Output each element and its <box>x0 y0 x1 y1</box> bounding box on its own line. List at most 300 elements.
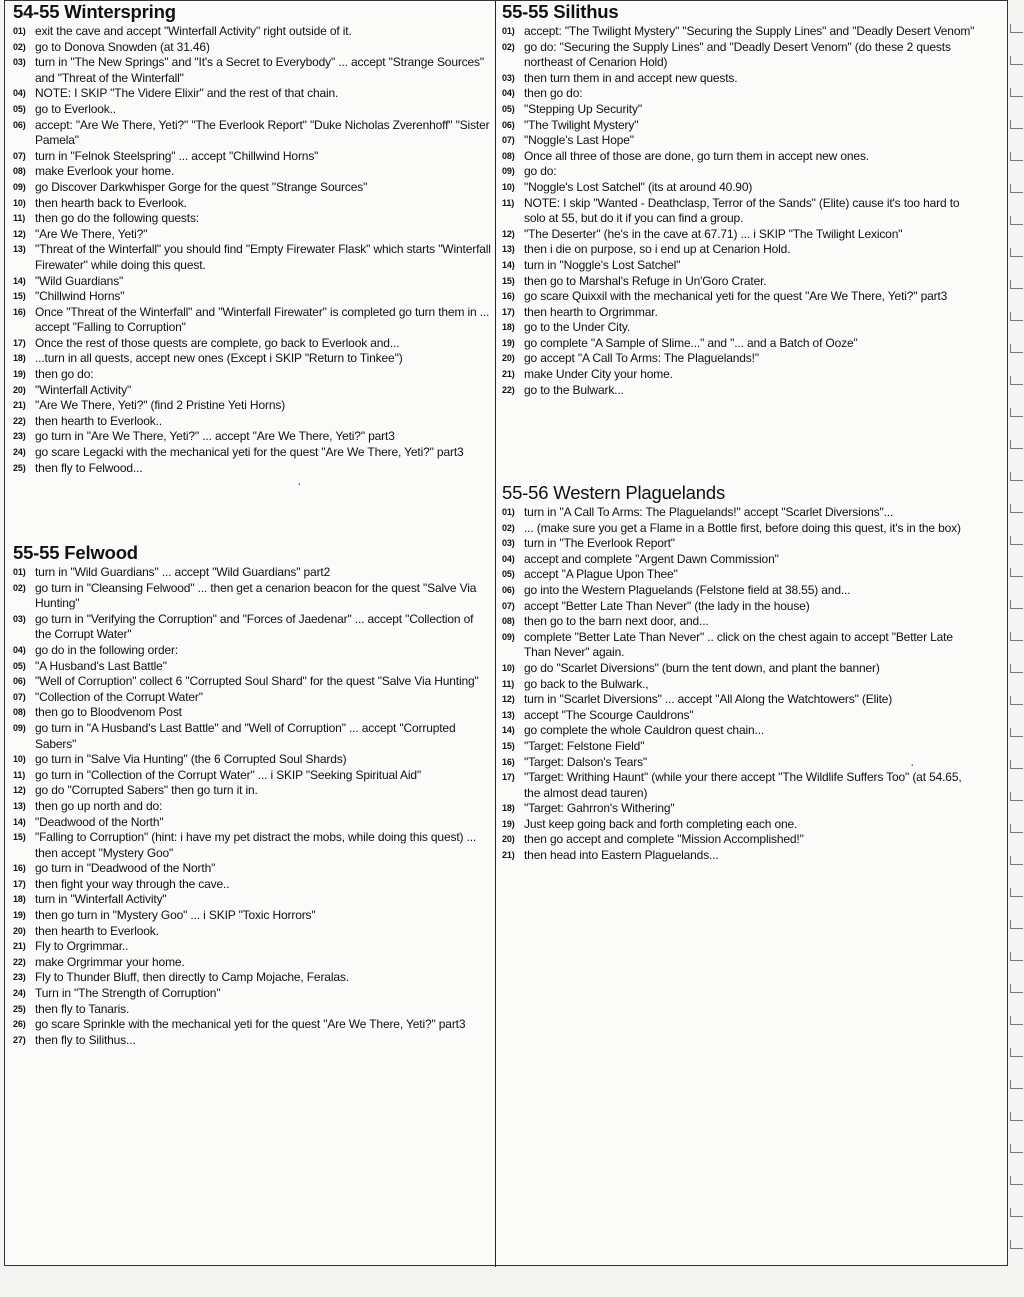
binder-tick <box>1010 1016 1023 1025</box>
step-item <box>13 211 491 227</box>
step-text: turn in "The New Springs" and "It's a Secret to Everybody" ... accept "Strange Sources" and "Threat of the Winterfall" <box>35 55 485 85</box>
step-number: 11) <box>13 213 26 224</box>
binder-tick <box>1010 1144 1023 1153</box>
step-text: "Target: Dalson's Tears" <box>524 754 648 769</box>
step-text: then go turn in "Mystery Goo" ... i SKIP "Toxic Horrors" <box>35 908 316 923</box>
step-text: go do: "Securing the Supply Lines" and "Deadly Desert Venom" (do these 2 quests northeast of Cenarion Hold) <box>524 39 951 70</box>
binder-tick <box>1010 152 1023 161</box>
step-number: 12) <box>502 694 515 705</box>
step-number: 13) <box>502 244 515 255</box>
step-item <box>13 799 491 815</box>
step-item <box>502 336 980 352</box>
binder-tick <box>1010 56 1023 65</box>
step-number: 25) <box>13 462 26 473</box>
binder-tick <box>1010 856 1023 865</box>
binder-tick <box>1010 664 1023 673</box>
step-item <box>502 848 980 864</box>
step-number: 05) <box>13 103 26 114</box>
step-number: 01) <box>502 507 515 517</box>
step-list <box>502 24 980 398</box>
step-number: 03) <box>13 613 26 624</box>
section-title <box>502 482 980 504</box>
step-text: then go to Bloodvenom Post <box>35 705 182 720</box>
guide-page <box>4 0 1008 1266</box>
binder-tick <box>1010 24 1023 33</box>
section-title <box>502 1 980 23</box>
binder-tick <box>1010 120 1023 129</box>
step-text: go do "Scarlet Diversions" (burn the tent down, and plant the banner) <box>524 660 880 675</box>
step-number: 24) <box>13 447 26 458</box>
step-item <box>13 445 491 461</box>
step-item <box>502 367 980 383</box>
step-text: "Are We There, Yeti?" (find 2 Pristine Yeti Horns) <box>35 398 286 413</box>
step-item <box>502 739 980 755</box>
step-text: "Target: Writhing Haunt" (while your there accept "The Wildlife Suffers Too" (at 54.65, the almost dead tauren) <box>524 770 962 800</box>
binder-tick <box>1010 1080 1023 1089</box>
step-item <box>502 536 980 552</box>
step-number: 18) <box>502 803 515 814</box>
step-item <box>13 908 491 924</box>
step-number: 18) <box>13 353 26 364</box>
step-item <box>13 830 491 861</box>
step-text: NOTE: I skip "Wanted - Deathclasp, Terror of the Sands" (Elite) cause it's too hard to solo at 55, but do it if you can find a group. <box>524 195 960 226</box>
step-item <box>502 351 980 367</box>
step-text: go scare Sprinkle with the mechanical yeti for the quest "Are We There, Yeti?" part3 <box>35 1017 466 1032</box>
step-number: 04) <box>502 553 515 564</box>
step-number: 10) <box>13 197 26 208</box>
binder-edge <box>1010 0 1024 1266</box>
step-number: 22) <box>13 415 26 426</box>
step-number: 06) <box>502 584 515 595</box>
step-item <box>13 565 491 581</box>
step-item <box>502 133 980 149</box>
step-number: 11) <box>502 678 515 689</box>
step-item <box>502 770 980 801</box>
step-number: 15) <box>502 275 515 286</box>
step-number: 14) <box>13 816 26 827</box>
binder-tick <box>1010 1208 1023 1217</box>
step-text: Just keep going back and forth completing each one. <box>524 816 798 831</box>
binder-tick <box>1010 504 1023 513</box>
step-number: 04) <box>13 88 26 99</box>
binder-tick <box>1010 312 1023 321</box>
step-number: 25) <box>13 1003 26 1014</box>
step-number: 15) <box>502 740 515 751</box>
step-item <box>13 180 491 196</box>
step-number: 23) <box>13 972 26 983</box>
step-text: ...turn in all quests, accept new ones (Except i SKIP "Return to Tinkee") <box>35 351 403 366</box>
step-number: 08) <box>13 707 26 718</box>
binder-tick <box>1010 280 1023 289</box>
binder-tick <box>1010 824 1023 833</box>
step-number: 10) <box>502 181 515 192</box>
step-item <box>13 705 491 721</box>
step-item <box>13 1002 491 1018</box>
step-number: 03) <box>502 72 515 83</box>
step-item <box>13 861 491 877</box>
section-felwood <box>13 542 491 1048</box>
step-item <box>13 367 491 383</box>
step-number: 09) <box>13 181 26 192</box>
step-item <box>13 461 491 477</box>
step-text: Turn in "The Strength of Corruption" <box>35 986 221 1001</box>
binder-tick <box>1010 888 1023 897</box>
step-text: "Wild Guardians" <box>35 273 124 288</box>
step-text: go to the Under City. <box>524 320 631 335</box>
step-text: go turn in "Collection of the Corrupt Water" ... i SKIP "Seeking Spiritual Aid" <box>35 767 422 782</box>
step-item <box>13 289 491 305</box>
step-item <box>502 630 980 661</box>
step-item <box>502 24 980 40</box>
step-text: then head into Eastern Plaguelands... <box>524 848 719 863</box>
step-number: 23) <box>13 431 26 442</box>
step-number: 12) <box>13 785 26 796</box>
step-number: 05) <box>13 660 26 671</box>
step-number: 06) <box>502 119 515 130</box>
step-number: 01) <box>13 567 26 577</box>
step-number: 18) <box>502 322 515 333</box>
step-number: 17) <box>502 772 515 783</box>
step-number: 03) <box>502 538 515 549</box>
section-level: 55-55 <box>13 542 60 563</box>
step-text: then hearth to Everlook. <box>35 923 159 938</box>
step-number: 12) <box>13 228 26 239</box>
section-zone: Winterspring <box>64 1 176 22</box>
binder-tick <box>1010 952 1023 961</box>
scan-speck: · <box>297 475 302 491</box>
step-item <box>502 708 980 724</box>
step-number: 16) <box>502 291 515 302</box>
step-item <box>502 320 980 336</box>
step-number: 12) <box>502 228 515 239</box>
step-item <box>502 149 980 165</box>
step-text: "The Twilight Mystery" <box>524 117 639 132</box>
step-item <box>502 242 980 258</box>
step-item <box>502 305 980 321</box>
step-text: "Chillwind Horns" <box>35 289 125 304</box>
binder-tick <box>1010 88 1023 97</box>
step-item <box>502 755 980 771</box>
step-item <box>13 383 491 399</box>
binder-tick <box>1010 920 1023 929</box>
step-text: Once the rest of those quests are complete, go back to Everlook and... <box>35 335 400 350</box>
step-item <box>502 552 980 568</box>
binder-tick <box>1010 760 1023 769</box>
step-item <box>13 242 491 273</box>
scan-speck: · <box>910 756 915 772</box>
step-number: 11) <box>13 769 26 780</box>
step-item <box>502 505 980 521</box>
step-item <box>13 305 491 336</box>
step-number: 19) <box>502 337 515 348</box>
step-item <box>502 274 980 290</box>
step-number: 14) <box>502 725 515 736</box>
step-text: turn in "Scarlet Diversions" ... accept "All Along the Watchtowers" (Elite) <box>524 692 893 707</box>
step-item <box>502 692 980 708</box>
step-number: 17) <box>13 878 26 889</box>
step-number: 07) <box>13 691 26 702</box>
binder-tick <box>1010 600 1023 609</box>
section-title <box>13 542 491 564</box>
step-number: 19) <box>502 818 515 829</box>
step-number: 06) <box>13 119 26 130</box>
step-text: turn in "A Call To Arms: The Plaguelands!" accept "Scarlet Diversions"... <box>524 505 894 519</box>
step-text: Once "Threat of the Winterfall" and "Winterfall Firewater" is completed go turn them in ... accept "Falling to Corruption" <box>35 304 490 335</box>
step-number: 08) <box>502 150 515 161</box>
step-text: "Noggle's Lost Satchel" (its at around 40.90) <box>524 179 753 194</box>
step-item <box>13 351 491 367</box>
step-number: 09) <box>13 722 26 733</box>
step-number: 21) <box>13 400 26 411</box>
step-item <box>502 521 980 537</box>
step-text: go do: <box>524 164 557 179</box>
binder-tick <box>1010 1112 1023 1121</box>
step-text: then i die on purpose, so i end up at Cenarion Hold. <box>524 242 791 257</box>
step-text: accept: "Are We There, Yeti?" "The Everlook Report" "Duke Nicholas Zverenhoff" "Sister Pamela" <box>35 117 490 148</box>
step-item <box>13 1017 491 1033</box>
step-text: then go accept and complete "Mission Accomplished!" <box>524 832 804 847</box>
binder-tick <box>1010 376 1023 385</box>
step-text: go accept "A Call To Arms: The Plaguelands!" <box>524 351 759 366</box>
binder-tick <box>1010 216 1023 225</box>
step-item <box>13 86 491 102</box>
step-item <box>502 227 980 243</box>
step-number: 02) <box>13 41 26 52</box>
step-item <box>502 164 980 180</box>
step-number: 03) <box>13 57 26 68</box>
step-text: "Winterfall Activity" <box>35 382 132 397</box>
step-number: 20) <box>13 384 26 395</box>
step-text: "Threat of the Winterfall" you should find "Empty Firewater Flask" which starts "Winterfall Firewater" while doing this quest. <box>35 242 491 272</box>
step-text: go Discover Darkwhisper Gorge for the quest "Strange Sources" <box>35 179 368 194</box>
binder-tick <box>1010 568 1023 577</box>
section-winterspring <box>13 1 491 476</box>
step-text: accept "Better Late Than Never" (the lady in the house) <box>524 598 810 613</box>
step-number: 08) <box>13 166 26 177</box>
step-text: go to Everlook.. <box>35 101 116 116</box>
step-number: 13) <box>502 709 515 720</box>
step-text: "Well of Corruption" collect 6 "Corrupted Soul Shard" for the quest "Salve Via Hunting" <box>35 674 479 689</box>
step-text: turn in "Felnok Steelspring" ... accept "Chillwind Horns" <box>35 148 319 163</box>
step-text: "Target: Gahrron's Withering" <box>524 801 675 816</box>
binder-tick <box>1010 1048 1023 1057</box>
step-item <box>502 614 980 630</box>
step-text: then go up north and do: <box>35 798 163 813</box>
step-text: "Stepping Up Security" <box>524 101 642 116</box>
step-item <box>13 752 491 768</box>
step-text: go complete the whole Cauldron quest chain... <box>524 723 765 738</box>
binder-tick <box>1010 472 1023 481</box>
step-number: 24) <box>13 988 26 999</box>
step-text: turn in "Winterfall Activity" <box>35 892 167 907</box>
step-item <box>13 55 491 86</box>
step-text: go complete "A Sample of Slime..." and "... and a Batch of Ooze" <box>524 335 858 350</box>
binder-tick <box>1010 728 1023 737</box>
binder-tick <box>1010 1176 1023 1185</box>
step-text: go turn in "Deadwood of the North" <box>35 861 216 876</box>
step-number: 08) <box>502 616 515 627</box>
step-text: accept: "The Twilight Mystery" "Securing the Supply Lines" and "Deadly Desert Venom" <box>524 24 975 38</box>
step-text: turn in "Noggle's Lost Satchel" <box>524 257 681 272</box>
step-item <box>13 581 491 612</box>
binder-tick <box>1010 792 1023 801</box>
step-text: Once all three of those are done, go turn them in accept new ones. <box>524 148 869 163</box>
step-text: go turn in "A Husband's Last Battle" and "Well of Corruption" ... accept "Corrupted Sabers" <box>35 720 456 751</box>
step-number: 13) <box>13 244 26 255</box>
step-number: 16) <box>13 863 26 874</box>
step-number: 21) <box>13 941 26 952</box>
step-number: 09) <box>502 166 515 177</box>
step-item <box>13 955 491 971</box>
step-item <box>13 659 491 675</box>
step-item <box>502 801 980 817</box>
step-text: ... (make sure you get a Flame in a Bottle first, before doing this quest, it's in the box) <box>524 520 961 535</box>
step-number: 19) <box>13 369 26 380</box>
step-text: then fly to Tanaris. <box>35 1001 130 1016</box>
section-silithus <box>502 1 980 398</box>
step-text: turn in "Wild Guardians" ... accept "Wild Guardians" part2 <box>35 565 331 579</box>
step-item <box>13 783 491 799</box>
step-number: 21) <box>502 850 515 861</box>
step-item <box>13 674 491 690</box>
step-item <box>13 40 491 56</box>
step-item <box>502 599 980 615</box>
step-item <box>502 86 980 102</box>
step-item <box>13 118 491 149</box>
binder-tick <box>1010 536 1023 545</box>
step-text: accept "A Plague Upon Thee" <box>524 567 678 582</box>
section-zone: Felwood <box>64 542 138 563</box>
step-text: go scare Quixxil with the mechanical yeti for the quest "Are We There, Yeti?" part3 <box>524 289 948 304</box>
step-item <box>502 817 980 833</box>
step-number: 20) <box>13 925 26 936</box>
step-item <box>502 661 980 677</box>
step-number: 16) <box>13 306 26 317</box>
step-text: accept and complete "Argent Dawn Commission" <box>524 551 779 566</box>
step-number: 14) <box>13 275 26 286</box>
step-item <box>502 677 980 693</box>
step-text: go do in the following order: <box>35 642 179 657</box>
step-text: "Are We There, Yeti?" <box>35 226 148 241</box>
step-text: then go to Marshal's Refuge in Un'Goro Crater. <box>524 273 767 288</box>
step-item <box>13 227 491 243</box>
step-item <box>502 723 980 739</box>
step-text: "Noggle's Last Hope" <box>524 133 634 148</box>
step-number: 10) <box>13 754 26 765</box>
step-number: 15) <box>13 832 26 843</box>
step-item <box>13 149 491 165</box>
step-number: 10) <box>502 662 515 673</box>
step-number: 13) <box>13 800 26 811</box>
step-text: Fly to Thunder Bluff, then directly to Camp Mojache, Feralas. <box>35 970 349 985</box>
step-number: 17) <box>502 306 515 317</box>
step-text: "Deadwood of the North" <box>35 814 164 829</box>
step-item <box>13 1033 491 1049</box>
step-text: go scare Legacki with the mechanical yeti for the quest "Are We There, Yeti?" part3 <box>35 445 464 460</box>
step-text: then go to the barn next door, and... <box>524 614 709 629</box>
step-text: then go do: <box>35 367 94 382</box>
step-text: make Everlook your home. <box>35 164 175 179</box>
step-item <box>13 274 491 290</box>
step-item <box>502 180 980 196</box>
step-text: make Under City your home. <box>524 367 673 382</box>
step-item <box>13 815 491 831</box>
step-number: 20) <box>502 353 515 364</box>
step-number: 14) <box>502 259 515 270</box>
step-number: 02) <box>502 41 515 52</box>
section-zone: Silithus <box>553 1 619 22</box>
binder-tick <box>1010 984 1023 993</box>
step-item <box>13 721 491 752</box>
step-text: then hearth to Orgrimmar. <box>524 304 658 319</box>
step-number: 01) <box>13 26 26 36</box>
binder-tick <box>1010 248 1023 257</box>
step-item <box>13 970 491 986</box>
step-text: go into the Western Plaguelands (Felstone field at 38.55) and... <box>524 582 851 597</box>
step-number: 16) <box>502 756 515 767</box>
section-title <box>13 1 491 23</box>
step-text: "A Husband's Last Battle" <box>35 658 167 673</box>
step-text: then fight your way through the cave.. <box>35 876 230 891</box>
step-item <box>13 612 491 643</box>
step-number: 17) <box>13 337 26 348</box>
step-number: 02) <box>502 522 515 533</box>
step-text: exit the cave and accept "Winterfall Activity" right outside of it. <box>35 24 352 38</box>
step-text: go turn in "Verifying the Corruption" and "Forces of Jaedenar" ... accept "Collection of the Corrupt Water" <box>35 611 474 642</box>
step-number: 20) <box>502 834 515 845</box>
step-text: go turn in "Cleansing Felwood" ... then get a cenarion beacon for the quest "Salve Via Hunting" <box>35 580 477 611</box>
step-text: then fly to Felwood... <box>35 460 143 475</box>
step-list <box>502 505 980 864</box>
step-text: then hearth back to Everlook. <box>35 195 187 210</box>
section-western-plaguelands <box>502 482 980 864</box>
binder-tick <box>1010 408 1023 417</box>
step-number: 21) <box>502 369 515 380</box>
step-item <box>502 583 980 599</box>
step-number: 04) <box>502 88 515 99</box>
step-text: go to Donova Snowden (at 31.46) <box>35 39 210 54</box>
step-number: 04) <box>13 644 26 655</box>
step-number: 06) <box>13 676 26 687</box>
step-text: "Collection of the Corrupt Water" <box>35 689 203 704</box>
step-number: 01) <box>502 26 515 36</box>
step-text: go do "Corrupted Sabers" then go turn it in. <box>35 783 258 798</box>
step-text: accept "The Scourge Cauldrons" <box>524 707 694 722</box>
step-item <box>502 383 980 399</box>
step-number: 22) <box>502 384 515 395</box>
step-text: go turn in "Are We There, Yeti?" ... accept "Are We There, Yeti?" part3 <box>35 429 395 444</box>
step-item <box>502 289 980 305</box>
step-text: go to the Bulwark... <box>524 382 624 397</box>
step-item <box>13 24 491 40</box>
step-item <box>502 258 980 274</box>
binder-tick <box>1010 632 1023 641</box>
step-item <box>13 892 491 908</box>
step-item <box>13 768 491 784</box>
step-item <box>502 567 980 583</box>
step-text: make Orgrimmar your home. <box>35 954 185 969</box>
step-number: 26) <box>13 1019 26 1030</box>
step-number: 19) <box>13 910 26 921</box>
step-text: then go do: <box>524 86 583 101</box>
step-item <box>13 690 491 706</box>
step-text: then go do the following quests: <box>35 211 199 226</box>
step-item <box>13 643 491 659</box>
step-number: 05) <box>502 569 515 580</box>
step-number: 18) <box>13 894 26 905</box>
column-divider <box>495 1 496 1267</box>
step-text: go turn in "Salve Via Hunting" (the 6 Corrupted Soul Shards) <box>35 752 347 767</box>
